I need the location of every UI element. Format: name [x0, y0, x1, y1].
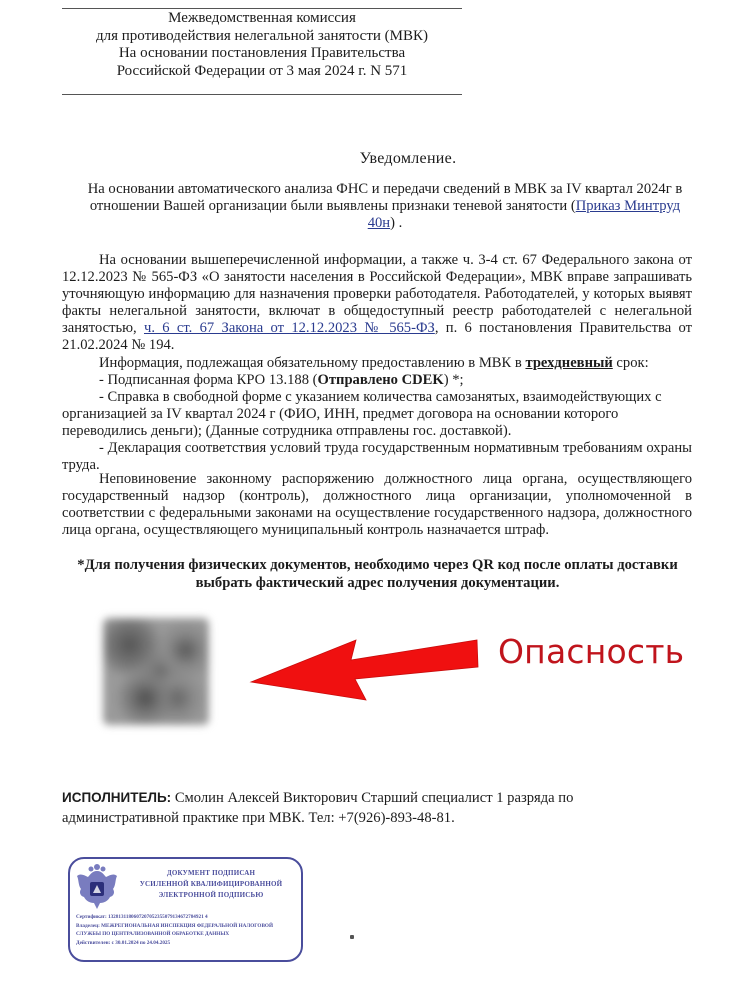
- requirement-item: - Подписанная форма КРО 13.188 (Отправлено CDEK) *;: [99, 372, 464, 388]
- intro-text-end: ) .: [390, 215, 403, 231]
- executor-label: ИСПОЛНИТЕЛЬ:: [62, 790, 172, 805]
- stamp-owner: Владелец: МЕЖРЕГИОНАЛЬНАЯ ИНСПЕКЦИЯ ФЕДЕРАЛЬНОЙ НАЛОГОВОЙ СЛУЖБЫ ПО ЦЕНТРАЛИЗОВАННОЙ ОБРАБОТКЕ ДАННЫХ: [76, 922, 273, 937]
- requirement-item: - Справка в свободной форме с указанием количества самозанятых, взаимодействующих с организацией за IV квартал 2024 г (ФИО, ИНН, предмет договора на основании которого переводились деньги); (Данные сотрудника отправлены гос. доставкой).: [62, 389, 662, 439]
- penalty-text: Неповиновение законному распоряжению должностного лица органа, осуществляющего государственный надзор (контроль), должностного лица организации, уполномоченной в соответствии с федеральными законами на осуществление государственного надзора, должностного лица органа, осуществляющего муниципальный контроль назначается штраф.: [62, 471, 692, 538]
- basis-text-end: , п. 6 постановления Правительства от 21.02.2024 № 194.: [62, 320, 692, 353]
- danger-label: Опасность: [498, 632, 685, 671]
- requirements-intro: Информация, подлежащая обязательному предоставлению в МВК в трехдневный срок:: [99, 355, 649, 371]
- executor-info: [62, 788, 694, 828]
- intro-text: На основании автоматического анализа ФНС и передачи сведений в МВК за IV квартал 2024г в отношении Вашей организации были выявлены признаки теневой занятости (: [87, 181, 683, 214]
- header-line: Российской Федерации от 3 мая 2024 г. N 571: [116, 62, 408, 79]
- requirement-item: - Декларация соответствия условий труда государственным нормативным требованиям охраны труда.: [62, 440, 692, 473]
- qr-instruction-note: *Для получения физических документов, необходимо через QR код после оплаты доставки выбрать фактический адрес получения документации.: [77, 557, 678, 591]
- basis-text: На основании вышеперечисленной информации, а также ч. 3-4 ст. 67 Федерального закона от 12.12.2023 № 565-ФЗ «О занятости населения в Российской Федерации», МВК вправе запрашивать уточняющую информацию для назначения проверки работодателя. Работодателей, у которых выявят факты нелегальной занятости, включат в общедоступный реестр работодателей с нелегальной занятостью,: [62, 252, 692, 336]
- executor-text: Смолин Алексей Викторович Старший специалист 1 разряда по административной практике при МВК. Тел: +7(926)-893-48-81.: [62, 790, 574, 826]
- order-link[interactable]: Приказ Минтруд 40н: [367, 198, 681, 231]
- header-line: Межведомственная комиссия: [168, 10, 356, 26]
- document-title: Уведомление.: [359, 150, 457, 167]
- deadline-emphasis: трехдневный: [525, 355, 613, 371]
- header-line: для противодействия нелегальной занятости (МВК): [96, 27, 428, 44]
- header-line: На основании постановления Правительства: [118, 45, 406, 61]
- stamp-certificate: Сертификат: 1328131180607207052355079134672784921 4: [76, 914, 208, 920]
- stamp-title: ДОКУМЕНТ ПОДПИСАН УСИЛЕННОЙ КВАЛИФИЦИРОВАННОЙ ЭЛЕКТРОННОЙ ПОДПИСЬЮ: [139, 869, 283, 899]
- coat-of-arms-icon: [74, 863, 120, 913]
- stamp-details: [76, 913, 296, 947]
- speck-mark: [350, 935, 354, 939]
- sent-status: Отправлено CDEK: [317, 372, 444, 388]
- e-signature-stamp: [68, 857, 303, 962]
- law-link[interactable]: ч. 6 ст. 67 Закона от 12.12.2023 № 565-ФЗ: [143, 320, 435, 336]
- stamp-validity: Действителен: с 30.01.2024 по 24.04.2025: [76, 939, 171, 946]
